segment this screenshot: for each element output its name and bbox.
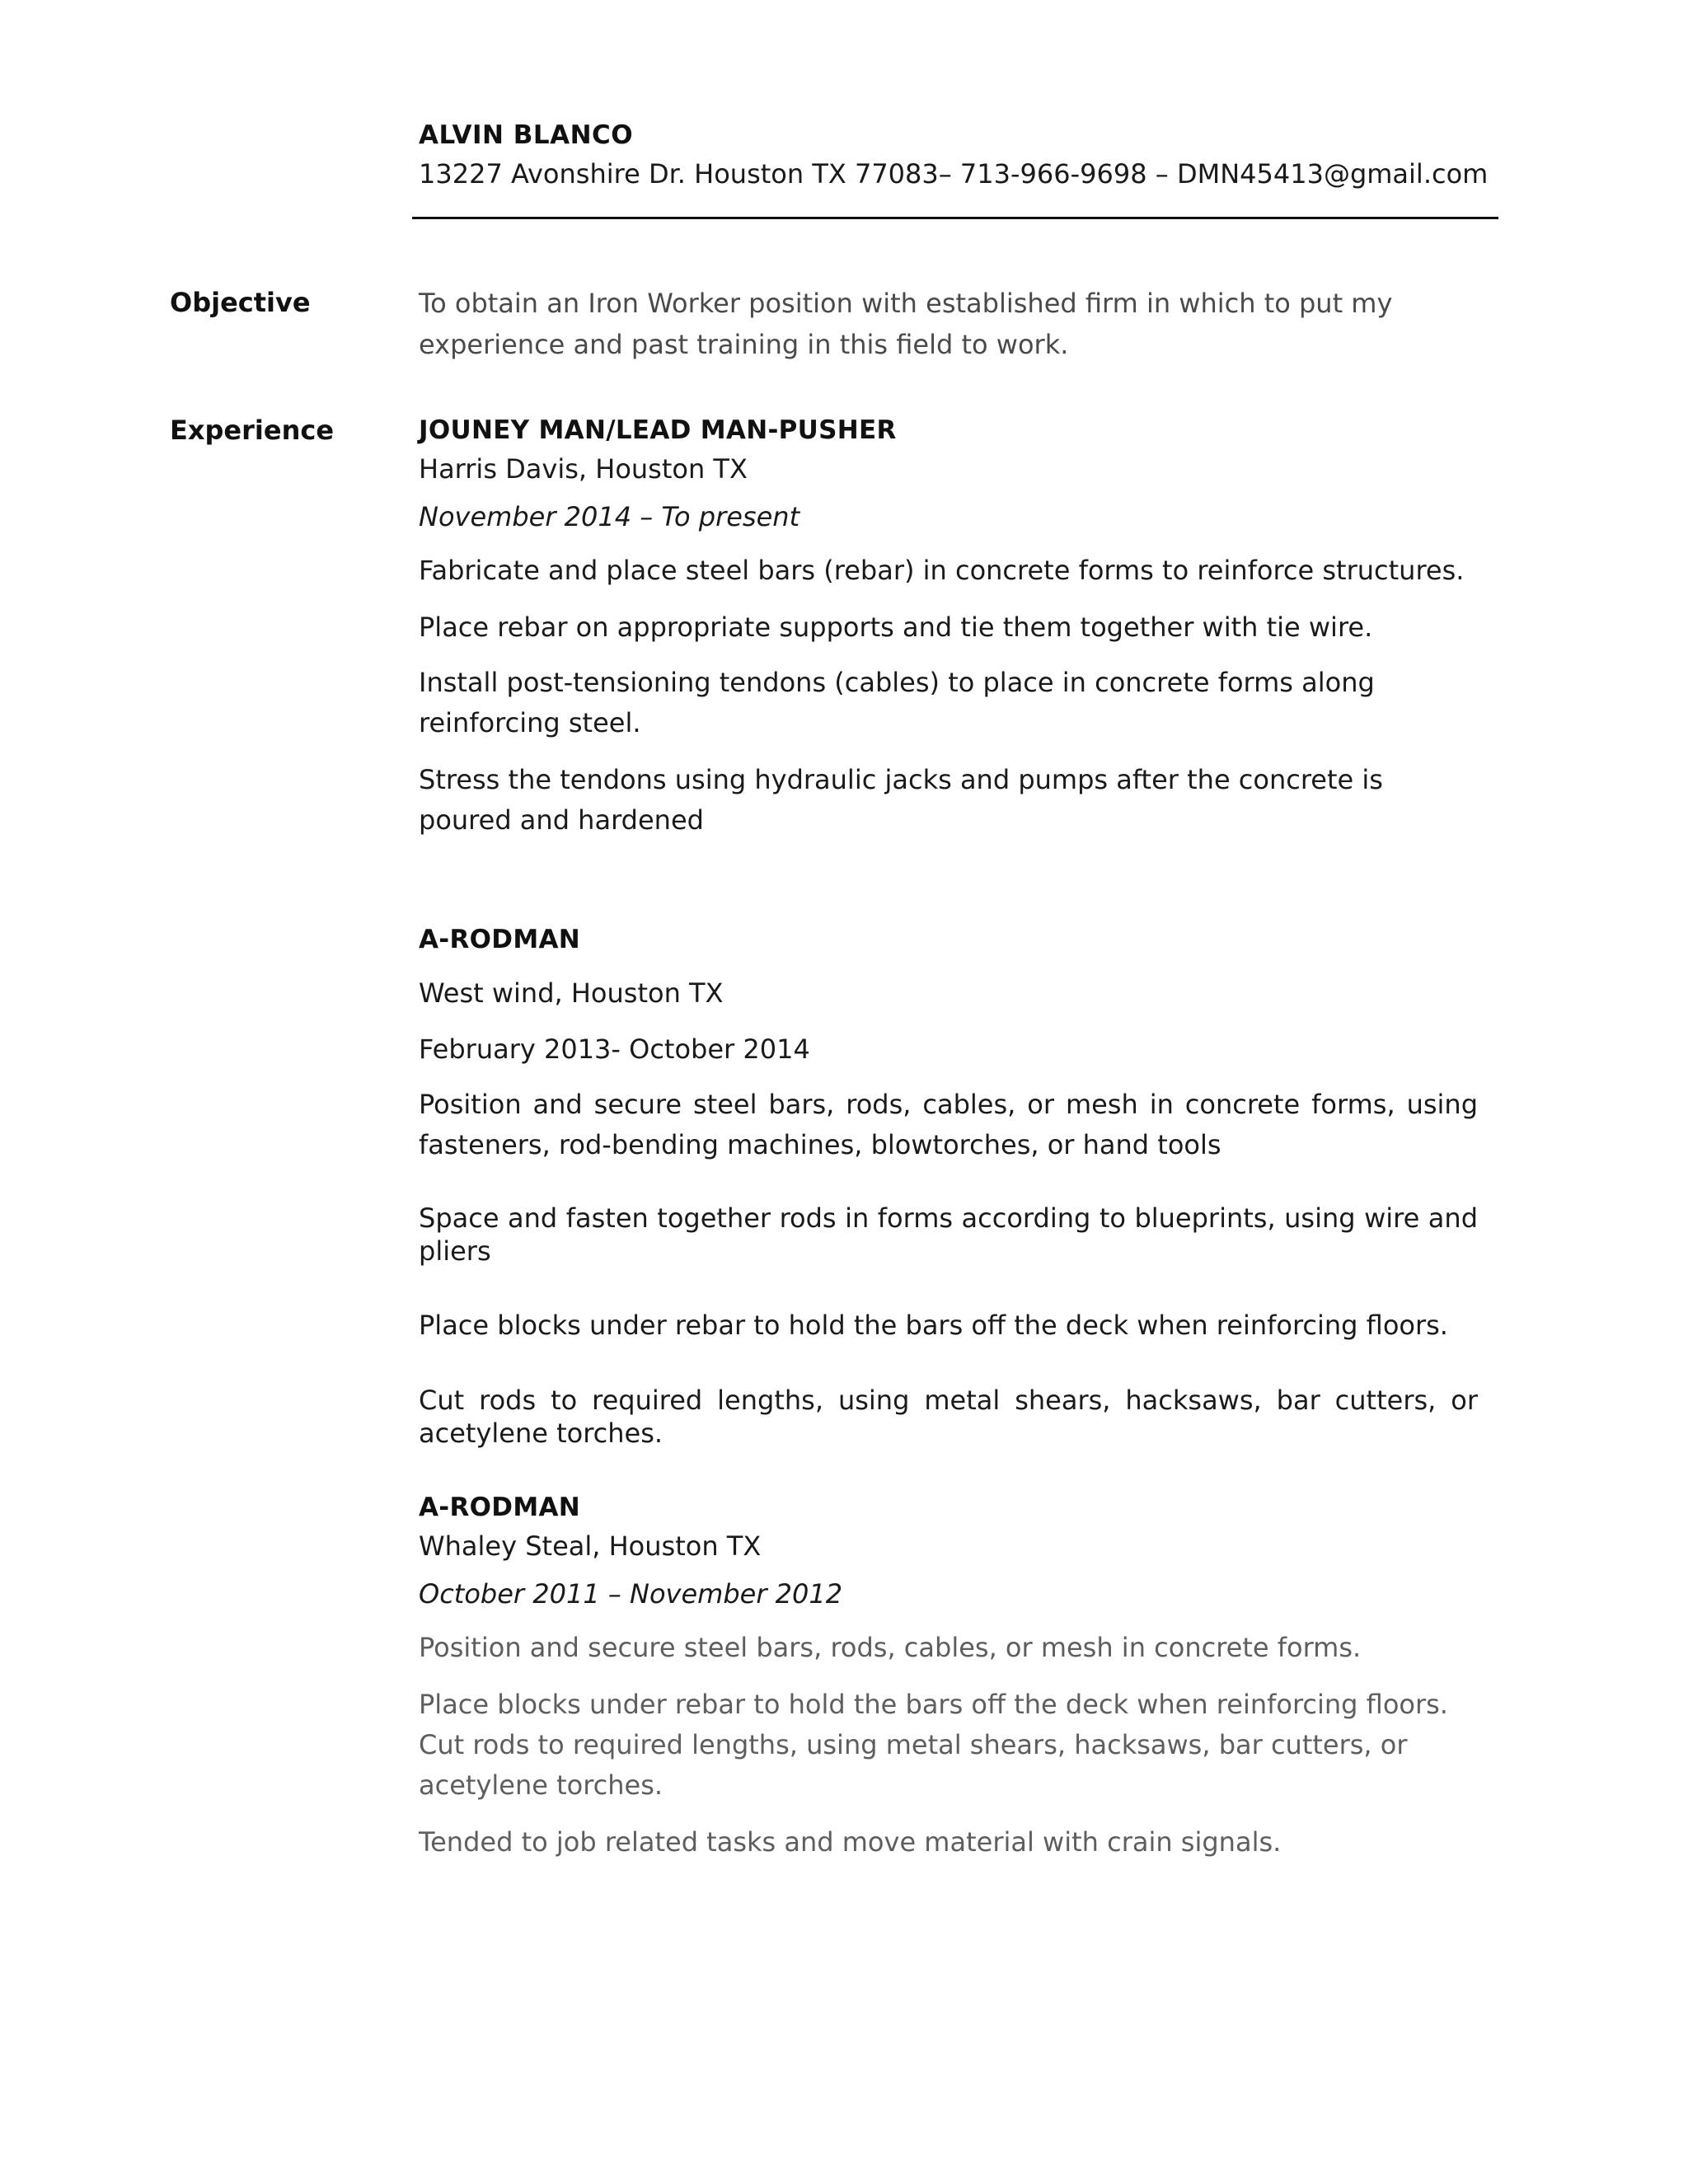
objective-line: To obtain an Iron Worker position with established firm in which to put my: [419, 288, 1393, 319]
job-duty: Tended to job related tasks and move material with crain signals.: [419, 1826, 1282, 1858]
job-dates: February 2013- October 2014: [419, 1033, 810, 1065]
job-duty: Stress the tendons using hydraulic jacks and pumps after the concrete is poured and hardened: [419, 764, 1383, 836]
job-title: JOUNEY MAN/LEAD MAN-PUSHER: [419, 415, 897, 445]
contact-line: 13227 Avonshire Dr. Houston TX 77083– 713-966-9698 – DMN45413@gmail.com: [419, 158, 1489, 190]
experience-label: Experience: [170, 415, 335, 446]
job-duty: Space and fasten together rods in forms according to blueprints, using wire and pliers: [419, 1202, 1478, 1267]
header-divider: [412, 217, 1498, 219]
job-duty: Position and secure steel bars, rods, cables, or mesh in concrete forms.: [419, 1632, 1362, 1663]
job-entry: [419, 921, 1482, 1450]
job-duty: Position and secure steel bars, rods, cables, or mesh in concrete forms, using fasteners, rod-bending machines, blowtorches, or hand tools: [419, 1089, 1478, 1160]
resume-header: [419, 117, 1498, 194]
job-duty: Cut rods to required lengths, using metal shears, hacksaws, bar cutters, or: [419, 1729, 1408, 1760]
job-entry: [419, 412, 1482, 841]
job-duty: Place blocks under rebar to hold the bars off the deck when reinforcing floors.: [419, 1310, 1448, 1341]
job-duty: Install post-tensioning tendons (cables) to place in concrete forms along reinforcing steel.: [419, 667, 1375, 738]
candidate-name: ALVIN BLANCO: [419, 120, 634, 150]
job-employer: Whaley Steal, Houston TX: [419, 1530, 762, 1562]
job-entry: [419, 1489, 1482, 1863]
job-title: A-RODMAN: [419, 1493, 580, 1522]
job-duty: Cut rods to required lengths, using metal shears, hacksaws, bar cutters, or acetylene torches.: [419, 1385, 1478, 1449]
job-duty: acetylene torches.: [419, 1769, 663, 1801]
job-duty: Fabricate and place steel bars (rebar) in concrete forms to reinforce structures.: [419, 555, 1465, 586]
objective-section: [419, 283, 1482, 365]
job-title: A-RODMAN: [419, 925, 580, 954]
objective-label: Objective: [170, 287, 311, 318]
job-dates: November 2014 – To present: [419, 501, 800, 532]
job-employer: Harris Davis, Houston TX: [419, 453, 748, 485]
job-duty: Place blocks under rebar to hold the bars off the deck when reinforcing floors.: [419, 1689, 1448, 1720]
objective-line: experience and past training in this field to work.: [419, 329, 1069, 360]
job-duty: Place rebar on appropriate supports and tie them together with tie wire.: [419, 612, 1373, 643]
job-dates: October 2011 – November 2012: [419, 1578, 843, 1610]
job-employer: West wind, Houston TX: [419, 977, 724, 1009]
